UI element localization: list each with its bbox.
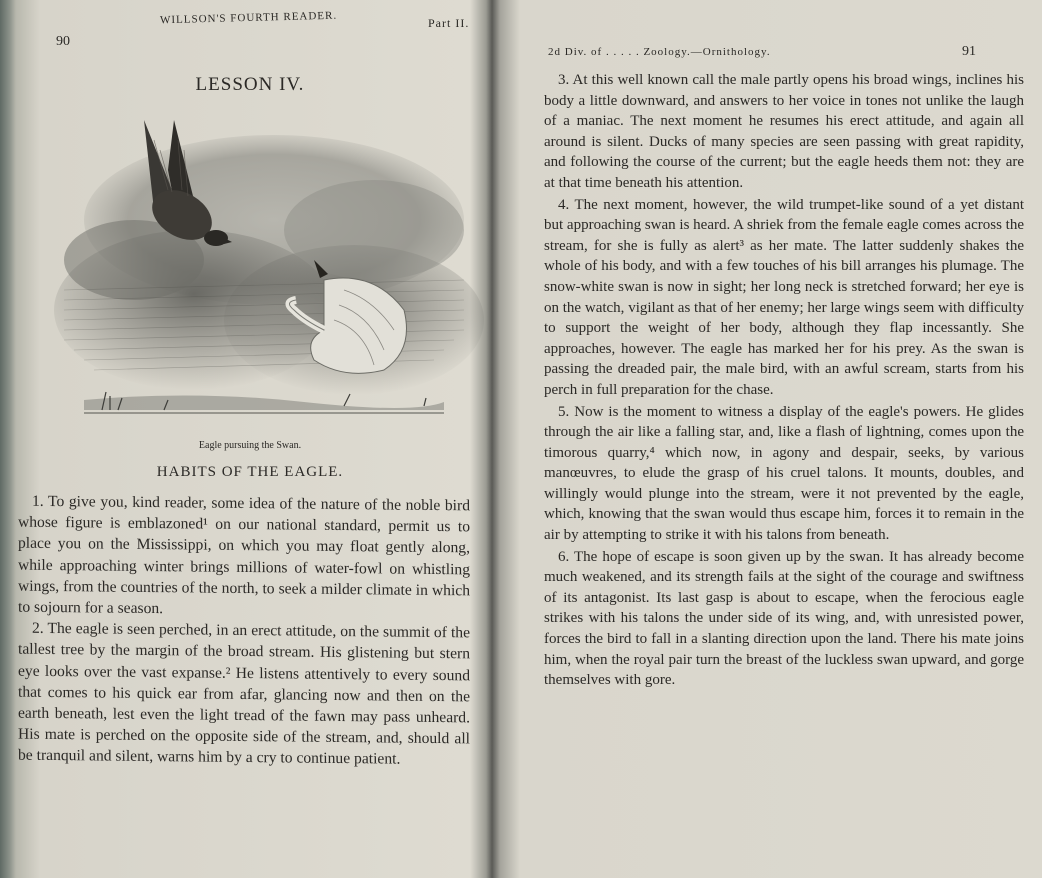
right-page	[500, 0, 1042, 878]
lesson-title: LESSON IV.	[195, 74, 305, 95]
paragraph-5: 5. Now is the moment to witness a display of the eagle's powers. He glides through the air like a falling star, and, like a flash of lightning, comes upon the timorous quarry,⁴ which now, in agony and despair, seeks, by various manœuvres, to elude the grasp of his cruel talons. It mounts, doubles, and willingly would plunge into the stream, were it not prevented by the eagle, which, knowing that the swan would thus escape him, forces it to remain in the air by attempting to strike it with his talons from beneath.	[544, 403, 1024, 544]
paragraph-4: 4. The next moment, however, the wild trumpet-like sound of a yet distant but approaching swan is heard. A shriek from the female eagle comes across the stream, for she is fully as alert³ as her mate. The latter suddenly shakes the whole of his body, and with a few touches of his bill arranges his plumage. The snow-white swan is now in sight; her long neck is stretched forward; her eye is on the watch, vigilant as that of her enemy; her large wings seem with difficulty to support the weight of her body, although they flap incessantly. She approaches, however. The eagle has marked her for his prey. As the swan is passing the dreaded pair, the male bird, with an awful scream, starts from his perch in full preparation for the chase.	[544, 196, 1024, 398]
section-title: HABITS OF THE EAGLE.	[156, 464, 344, 480]
running-head-right: 2d Div. of . . . . . Zoology.—Ornithology.	[548, 46, 771, 58]
paragraph-1: 1. To give you, kind reader, some idea of the nature of the noble bird whose figure is emblazoned¹ on our national standard, permit us to place you on the Mississippi, on which you may float gently along, while approaching winter brings millions of water-fowl on whistling wings, from the countries of the north, to seek a milder climate in which to sojourn for a season.	[18, 492, 470, 618]
paragraph-6: 6. The hope of escape is soon given up by the swan. It has already become much weakened, and its strength fails at the sight of the courage and swiftness of its antagonist. Its last gasp is about to escape, when the ferocious eagle strikes with his talons the under side of its wing, and, with unresisted power, forces the bird to fall in a slanting direction upon the land. There his mate joins him, when the royal pair turn the breast of the luckless swan upward, and gorge themselves with gore.	[544, 548, 1024, 689]
page-number-right: 91	[962, 44, 976, 59]
paragraph-3: 3. At this well known call the male partly opens his broad wings, inclines his body a little downward, and answers to her voice in tones not unlike the laugh of a maniac. The next moment he resumes his erect attitude, and again all around is silent. Ducks of many species are seen passing with great rapidity, and following the course of the current; but the eagle heeds them not: they are at that time beneath his attention.	[544, 72, 1024, 191]
part-label: Part II.	[428, 16, 470, 30]
left-page-body	[18, 491, 470, 771]
eagle-swan-engraving	[44, 110, 484, 440]
page-number-left: 90	[56, 34, 70, 49]
right-page-body	[544, 70, 1024, 692]
left-page	[16, 0, 484, 878]
illustration-caption: Eagle pursuing the Swan.	[198, 440, 302, 451]
running-head-left: WILLSON'S FOURTH READER.	[159, 9, 338, 27]
paragraph-2: 2. The eagle is seen perched, in an erect attitude, on the summit of the tallest tree by the margin of the broad stream. His glistening but stern eye looks over the vast expanse.² He listens attentively to every sound that comes to his quick ear from afar, glancing now and then on the earth beneath, lest even the light tread of the fawn may pass unheard. His mate is perched on the opposite side of the stream, and, should all be tranquil and silent, warns him by a cry to continue patient.	[18, 619, 470, 769]
